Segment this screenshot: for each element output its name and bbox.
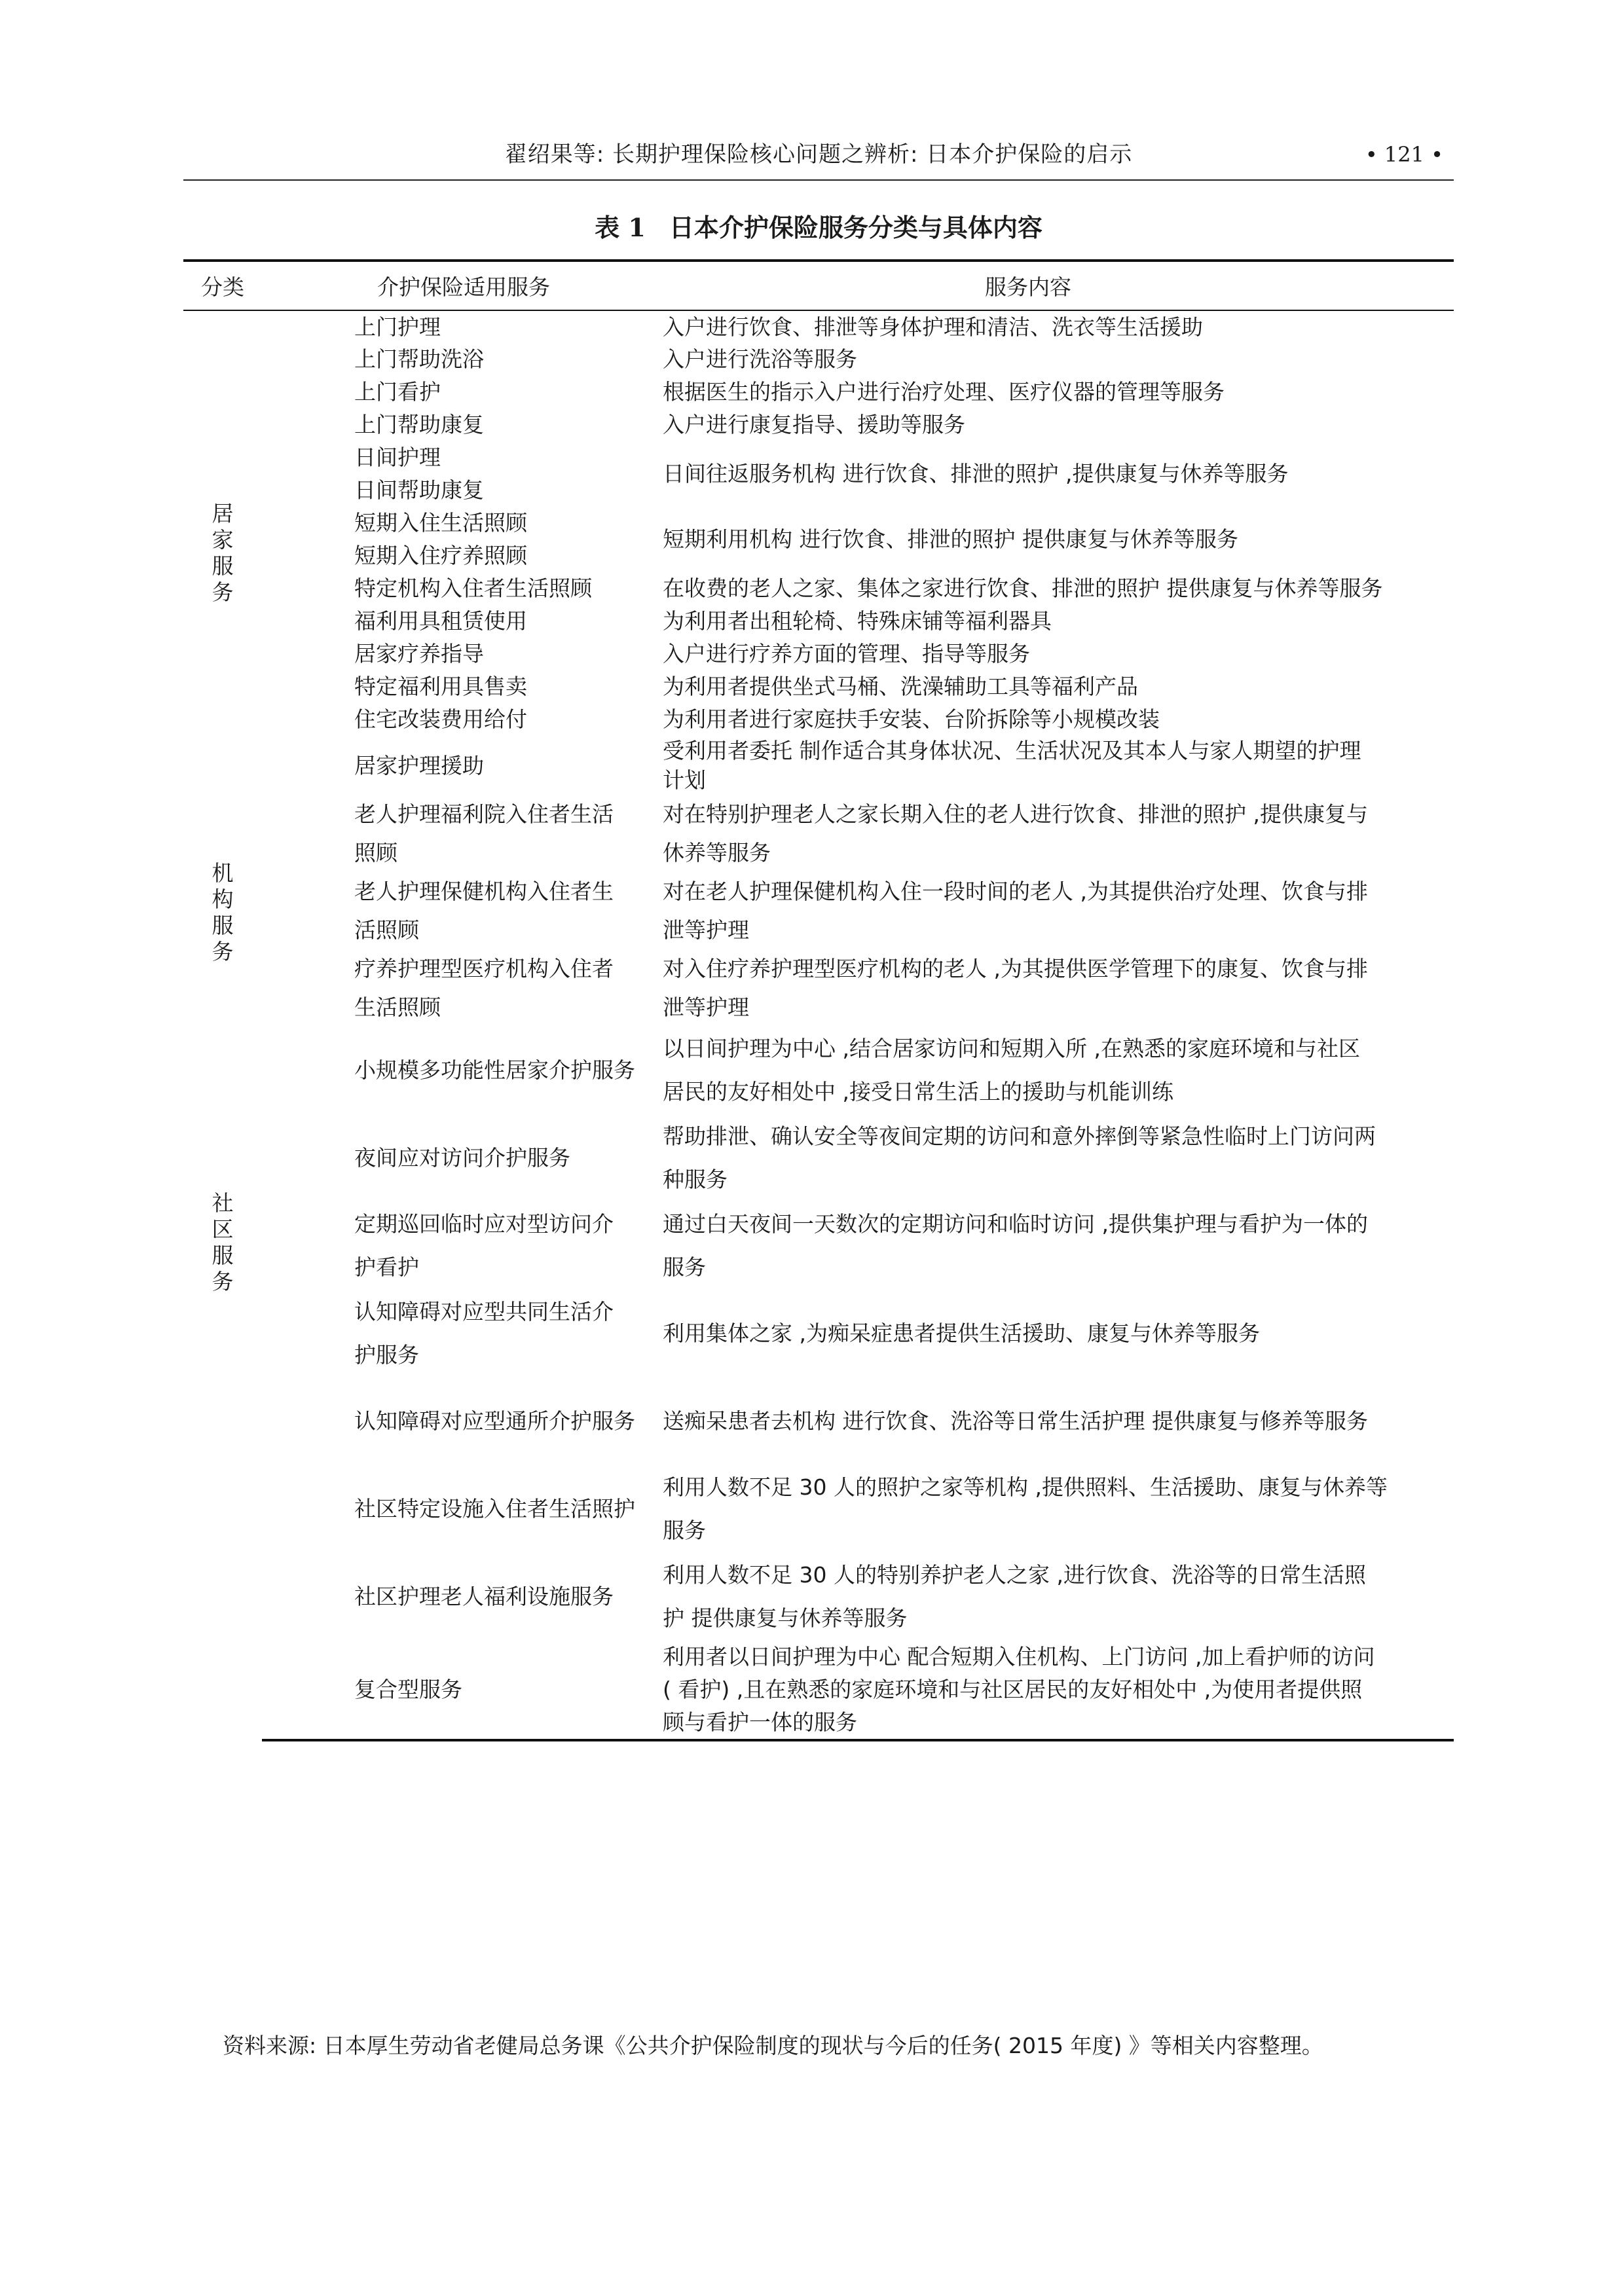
table-row [183,703,1454,736]
service-name-cell [262,441,602,507]
service-content-cell [602,409,1454,441]
service-content-cell [602,376,1454,409]
table-title: 日本介护保险服务分类与具体内容 [669,213,1043,242]
service-content-line: 短期利用机构 进行饮食、排泄的照护 提供康复与休养等服务 [663,526,1238,552]
table-row [183,795,1454,872]
service-name-cell [262,736,602,795]
service-name-cell [262,670,602,703]
service-content-line: 帮助排泄、确认安全等夜间定期的访问和意外摔倒等紧急性临时上门访问两 [663,1123,1376,1149]
service-name-cell [262,1641,602,1740]
service-name-cell [262,409,602,441]
service-content-line: 送痴呆患者去机构 进行饮食、洗浴等日常生活护理 提供康复与修养等服务 [663,1408,1368,1434]
service-name-cell [262,343,602,376]
table-row [183,376,1454,409]
table-row [183,1114,1454,1202]
service-name-line: 护看护 [354,1254,419,1280]
service-content-line: ( 看护) ,且在熟悉的家庭环境和与社区居民的友好相处中 ,为使用者提供照 [663,1677,1363,1702]
service-content-cell [602,703,1454,736]
table-caption [183,208,1454,247]
category-cell [183,795,262,1027]
table-row [183,949,1454,1027]
service-content-line: 利用者以日间护理为中心 配合短期入住机构、上门访问 ,加上看护师的访问 [663,1644,1375,1669]
column-header-content: 服务内容 [602,261,1454,310]
table-row [183,572,1454,605]
service-name-line: 老人护理保健机构入住者生 [354,879,614,904]
service-content-line: 居民的友好相处中 ,接受日常生活上的援助与机能训练 [663,1079,1173,1104]
service-content-line: 顾与看护一体的服务 [663,1709,857,1735]
service-content-cell [602,572,1454,605]
service-content-line: 种服务 [663,1167,728,1192]
table-row [183,441,1454,507]
service-content-line: 在收费的老人之家、集体之家进行饮食、排泄的照护 提供康复与休养等服务 [663,575,1383,601]
service-name-line: 疗养护理型医疗机构入住者 [354,956,614,981]
service-content-cell [602,1027,1454,1114]
service-name-cell [262,376,602,409]
service-name-cell [262,605,602,638]
service-name-line: 照顾 [354,840,397,866]
table-row [183,1465,1454,1553]
source-note: 资料来源: 日本厚生劳动省老健局总务课《公共介护保险制度的现状与今后的任务( 2015 年度) 》等相关内容整理。 [223,2033,1323,2058]
service-content-line: 对在特别护理老人之家长期入住的老人进行饮食、排泄的照护 ,提供康复与 [663,801,1368,827]
service-content-line: 服务 [663,1518,706,1543]
table-row [183,1202,1454,1290]
service-content-cell [602,872,1454,949]
service-content-line: 以日间护理为中心 ,结合居家访问和短期入所 ,在熟悉的家庭环境和与社区 [663,1036,1360,1061]
service-name-cell [262,638,602,670]
service-name-line: 特定福利用具售卖 [354,674,527,699]
table-row [183,1377,1454,1465]
service-content-cell [602,605,1454,638]
service-content-line: 利用人数不足 30 人的特别养护老人之家 ,进行饮食、洗浴等的日常生活照 [663,1562,1366,1588]
service-name-line: 福利用具租赁使用 [354,608,527,634]
service-content-cell [602,1202,1454,1290]
table-row [183,605,1454,638]
table-row [183,343,1454,376]
table-row [183,1553,1454,1641]
table-header-row [183,261,1454,310]
service-name-cell [262,1377,635,1465]
service-content-line: 通过白天夜间一天数次的定期访问和临时访问 ,提供集护理与看护为一体的 [663,1211,1368,1237]
service-content-cell [602,736,1454,795]
service-name-line: 活照顾 [354,917,419,943]
service-content-line: 利用集体之家 ,为痴呆症患者提供生活援助、康复与休养等服务 [663,1321,1260,1346]
service-name-cell [262,572,602,605]
header-rule [183,179,1454,181]
service-name-cell [262,507,602,572]
service-content-line: 为利用者提供坐式马桶、洗澡辅助工具等福利产品 [663,674,1138,699]
service-name-cell [262,872,614,949]
column-header-category: 分类 [183,261,262,310]
service-content-line: 根据医生的指示入户进行治疗处理、医疗仪器的管理等服务 [663,379,1225,405]
service-name-line: 老人护理福利院入住者生活 [354,801,614,827]
service-content-cell [602,507,1454,572]
table-row [183,670,1454,703]
service-name-line: 生活照顾 [354,994,441,1020]
service-content-line: 入户进行饮食、排泄等身体护理和清洁、洗衣等生活援助 [663,314,1203,340]
service-content-line: 对在老人护理保健机构入住一段时间的老人 ,为其提供治疗处理、饮食与排 [663,879,1368,904]
category-label: 社区服务 [212,1190,234,1294]
table-body [183,310,1454,1740]
service-content-line: 护 提供康复与休养等服务 [663,1605,908,1631]
service-content-cell [602,949,1454,1027]
table-row [183,736,1454,795]
service-name-line: 上门护理 [354,314,441,340]
service-content-line: 泄等护理 [663,994,749,1020]
service-name-line: 上门帮助洗浴 [354,346,484,372]
service-name-line: 上门帮助康复 [354,412,484,437]
service-content-line: 为利用者出租轮椅、特殊床铺等福利器具 [663,608,1052,634]
service-name-cell [262,1290,614,1377]
service-name-line: 复合型服务 [354,1677,462,1702]
service-name-line: 认知障碍对应型共同生活介 [354,1299,614,1324]
service-content-cell [602,795,1454,872]
category-label: 居家服务 [212,500,234,605]
service-name-cell [262,310,602,343]
service-content-cell [602,343,1454,376]
service-name-line: 短期入住疗养照顾 [354,543,527,568]
table-row [183,409,1454,441]
service-name-line: 夜间应对访问介护服务 [354,1145,570,1171]
service-content-line: 利用人数不足 30 人的照护之家等机构 ,提供照料、生活援助、康复与休养等 [663,1474,1388,1500]
service-content-line: 日间往返服务机构 进行饮食、排泄的照护 ,提供康复与休养等服务 [663,461,1289,486]
service-content-cell [602,638,1454,670]
service-name-line: 短期入住生活照顾 [354,510,527,536]
service-name-line: 日间帮助康复 [354,477,484,503]
service-name-cell [262,1202,614,1290]
service-name-cell [262,703,602,736]
service-name-line: 社区特定设施入住者生活照护 [354,1496,635,1522]
service-name-cell [262,949,614,1027]
service-content-cell [602,1465,1454,1553]
service-name-line: 居家疗养指导 [354,641,484,666]
service-name-line: 护服务 [354,1342,419,1368]
column-header-service: 介护保险适用服务 [262,261,602,310]
table-row [183,310,1454,343]
service-content-line: 对入住疗养护理型医疗机构的老人 ,为其提供医学管理下的康复、饮食与排 [663,956,1368,981]
running-title: 翟绍果等: 长期护理保险核心问题之辨析: 日本介护保险的启示 [504,141,1133,168]
table-number: 表 1 [595,213,646,242]
service-name-line: 居家护理援助 [354,752,484,778]
service-content-line: 入户进行洗浴等服务 [663,346,857,372]
service-name-line: 住宅改装费用给付 [354,706,527,732]
category-label: 机构服务 [212,860,234,964]
service-name-cell [262,1465,635,1553]
running-head [183,135,1454,178]
service-content-cell [602,441,1454,507]
category-cell [183,310,262,795]
service-name-line: 定期巡回临时应对型访问介 [354,1211,614,1237]
table-row [183,638,1454,670]
service-name-line: 认知障碍对应型通所介护服务 [354,1408,635,1434]
service-content-line: 服务 [663,1254,706,1280]
service-name-line: 社区护理老人福利设施服务 [354,1584,614,1609]
service-content-cell [602,1377,1454,1465]
service-content-line: 入户进行疗养方面的管理、指导等服务 [663,641,1030,666]
service-content-line: 入户进行康复指导、援助等服务 [663,412,965,437]
service-content-cell [602,1553,1454,1641]
table-row [183,1027,1454,1114]
service-name-line: 日间护理 [354,445,441,470]
service-content-line: 为利用者进行家庭扶手安装、台阶拆除等小规模改装 [663,706,1160,732]
page-number: • 121 • [1365,142,1443,167]
table-row [183,872,1454,949]
service-name-line: 特定机构入住者生活照顾 [354,575,592,601]
table-row [183,507,1454,572]
table-row [183,1641,1454,1740]
service-name-cell [262,1553,614,1641]
service-name-cell [262,1114,602,1202]
service-content-cell [602,1114,1454,1202]
service-content-cell [602,310,1454,343]
table-row [183,1290,1454,1377]
service-content-line: 受利用者委托 制作适合其身体状况、生活状况及其本人与家人期望的护理 [663,738,1361,763]
service-name-line: 上门看护 [354,379,441,405]
service-name-cell [262,1027,635,1114]
service-content-cell [602,1641,1454,1740]
service-content-cell [602,670,1454,703]
service-name-line: 小规模多功能性居家介护服务 [354,1057,635,1083]
service-table [183,259,1454,1741]
service-content-line: 泄等护理 [663,917,749,943]
service-name-cell [262,795,614,872]
service-content-cell [602,1290,1454,1377]
service-content-line: 休养等服务 [663,840,771,866]
service-content-line: 计划 [663,767,706,793]
category-cell [183,1027,262,1740]
